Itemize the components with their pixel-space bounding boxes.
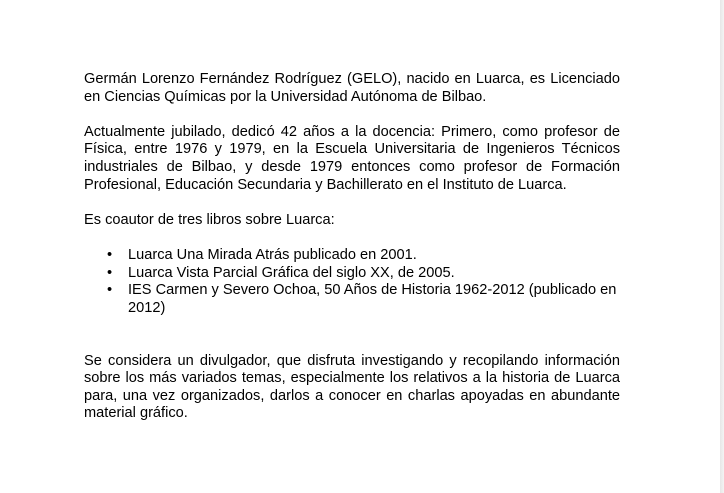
page-edge [720, 0, 724, 493]
document-body [84, 71, 620, 423]
career-paragraph: Actualmente jubilado, dedicó 42 años a la docencia: Primero, como profesor de Física, entre 1976 y 1979, en la Escuela Universitaria de Ingenieros Técnicos industriales de Bilbao, y desde 1979 entonces como profesor de Formación Profesional, Educación Secundaria y Bachillerato en el Instituto de Luarca. [84, 123, 620, 193]
book-title: Luarca Vista Parcial Gráfica del siglo XX, de 2005. [128, 264, 455, 281]
book-title: IES Carmen y Severo Ochoa, 50 Años de Historia 1962-2012 (publicado en 2012) [128, 282, 617, 316]
bullet-icon: • [107, 282, 113, 299]
books-intro-paragraph: Es coautor de tres libros sobre Luarca: [84, 211, 335, 228]
book-title: Luarca Una Mirada Atrás publicado en 2001. [128, 246, 417, 263]
list-item [107, 246, 620, 265]
bullet-icon: • [107, 246, 113, 263]
list-item [107, 282, 620, 317]
closing-paragraph: Se considera un divulgador, que disfruta investigando y recopilando información sobre los más variados temas, especialmente los relativos a la historia de Luarca para, una vez organizados, darlos a conocer en charlas apoyadas en abundante material gráfico. [84, 352, 620, 422]
books-list [84, 247, 620, 317]
list-item [107, 264, 620, 283]
bullet-icon: • [107, 264, 113, 281]
intro-paragraph: Germán Lorenzo Fernández Rodríguez (GELO), nacido en Luarca, es Licenciado en Ciencias Químicas por la Universidad Autónoma de Bilbao. [84, 71, 620, 105]
